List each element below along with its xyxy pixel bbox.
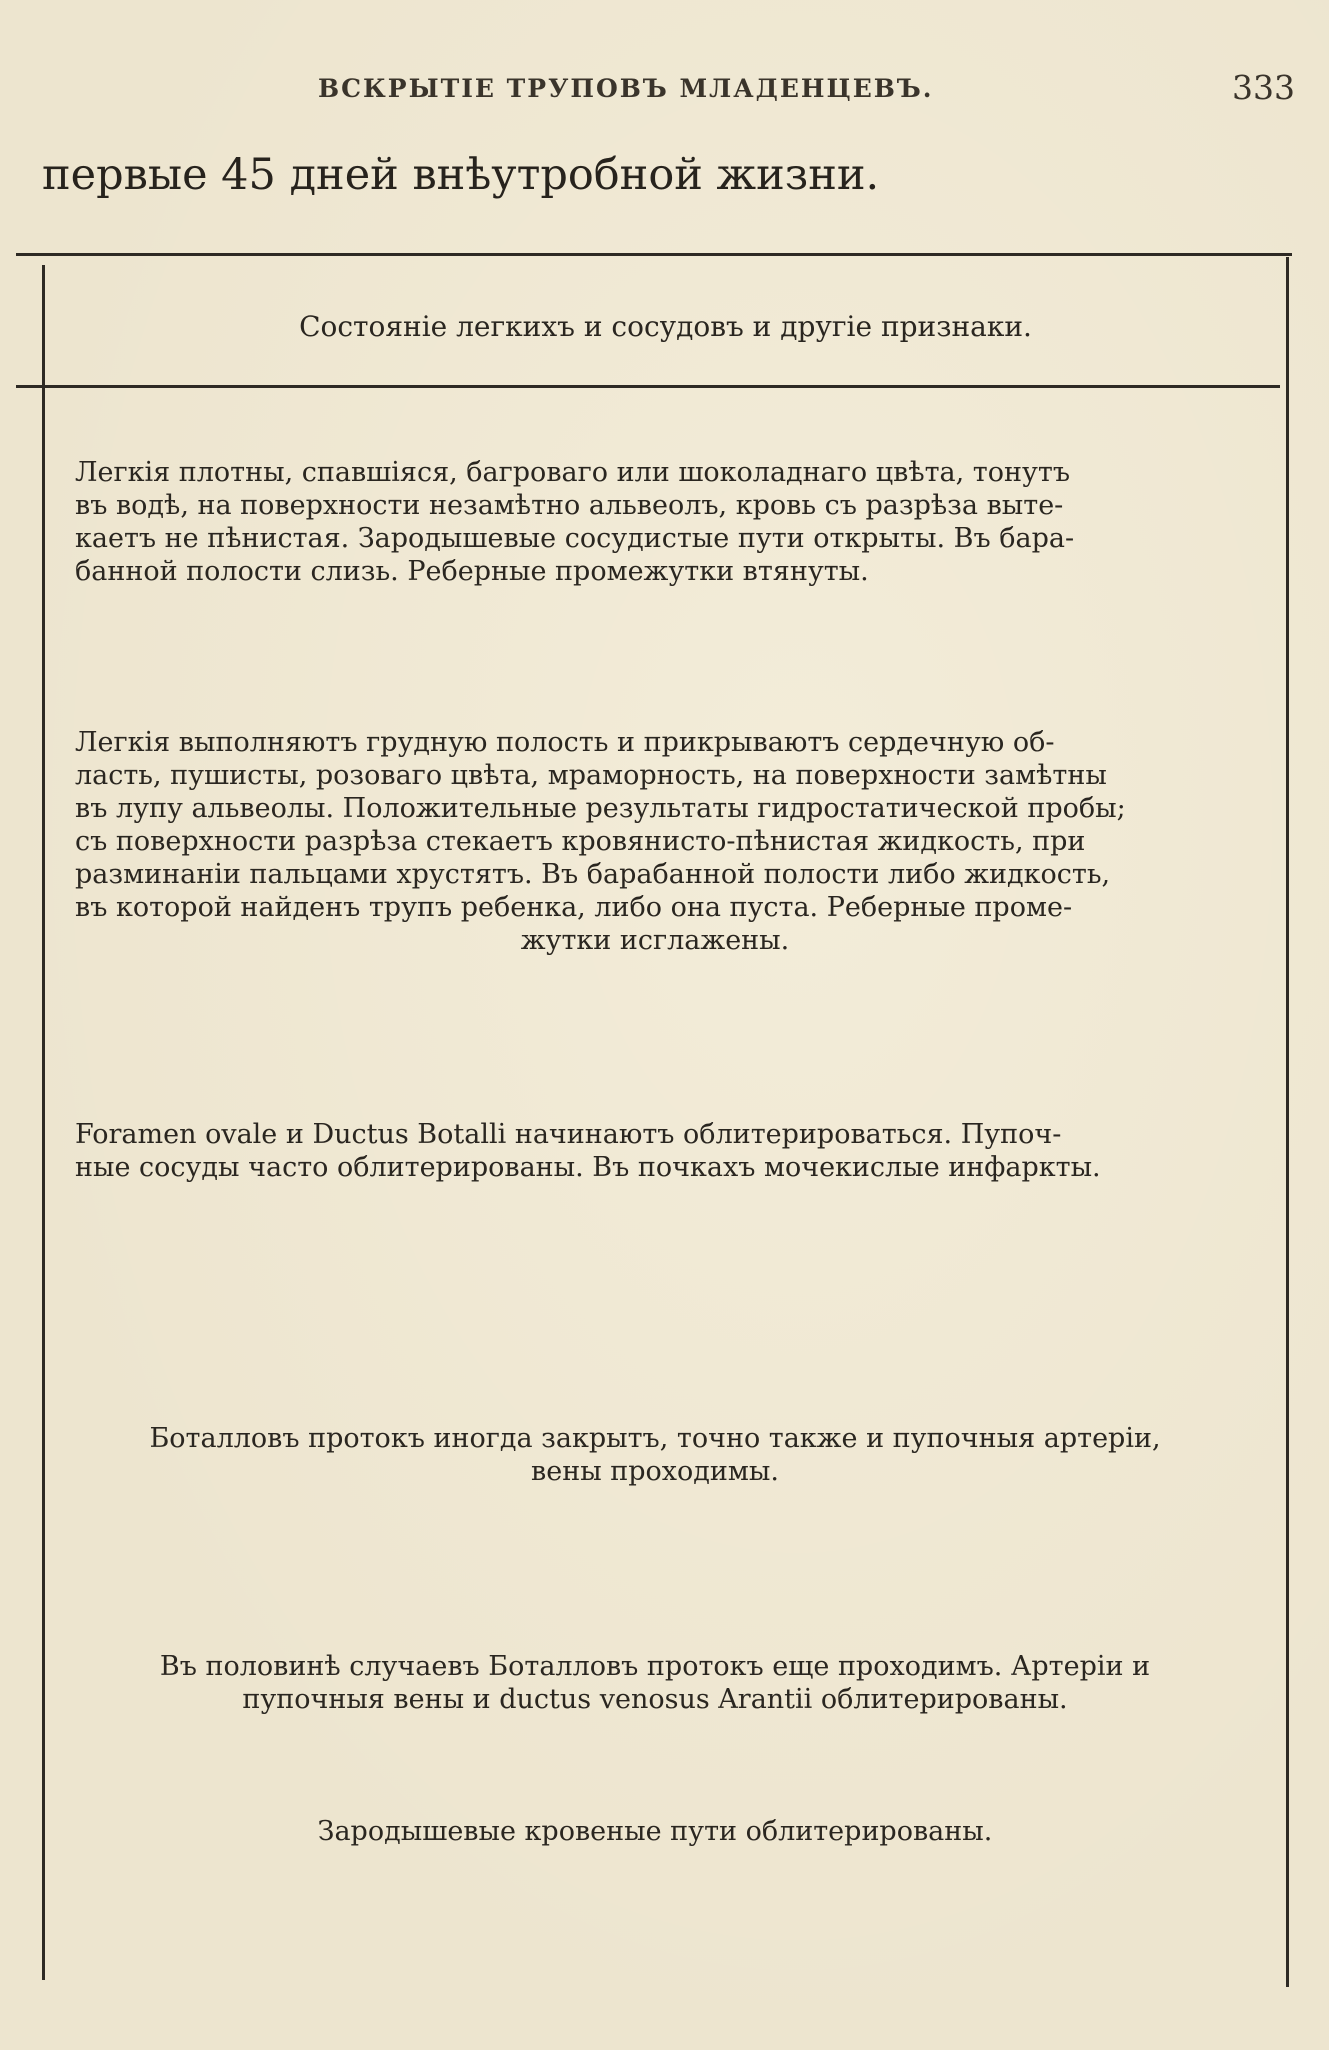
table-left-border: [42, 265, 45, 1980]
entry-line: въ которой найденъ трупъ ребенка, либо она пуста. Реберные проме-: [75, 892, 1073, 923]
entry-line: банной полости слизь. Реберные промежутки втянуты.: [75, 556, 869, 587]
entry-line: въ водѣ, на поверхности незамѣтно альвеолъ, кровь съ разрѣза выте-: [75, 490, 1064, 521]
entry-line: Легкія плотны, спавшіяся, багроваго или шоколаднаго цвѣта, тонутъ: [75, 457, 1070, 488]
entry-line: Легкія выполняютъ грудную полость и прикрываютъ сердечную об-: [75, 727, 1055, 758]
table-entry-2: [75, 726, 1235, 957]
running-head: ВСКРЫТІЕ ТРУПОВЪ МЛАДЕНЦЕВЪ.: [318, 74, 934, 103]
table-entry-1: [75, 456, 1235, 588]
entry-line: ласть, пушисты, розоваго цвѣта, мраморность, на поверхности замѣтны: [75, 760, 1107, 791]
page-number: 333: [1232, 68, 1295, 107]
entry-line: Foramen ovale и Ductus Botalli начинаютъ облитерироваться. Пупоч-: [75, 1119, 1062, 1150]
entry-line: съ поверхности разрѣза стекаетъ кровянисто-пѣнистая жидкость, при: [75, 826, 1086, 857]
header-rule: [16, 385, 1280, 388]
entry-line: Боталловъ протокъ иногда закрытъ, точно также и пупочныя артеріи,: [149, 1423, 1161, 1454]
entry-line: вены проходимы.: [531, 1456, 779, 1487]
entry-line: каетъ не пѣнистая. Зародышевые сосудистые пути открыты. Въ бара-: [75, 523, 1075, 554]
table-entry-6: [75, 1815, 1235, 1848]
table-entry-3: [75, 1118, 1235, 1184]
table-right-border: [1286, 257, 1289, 1987]
column-header: Состояніе легкихъ и сосудовъ и другіе признаки.: [299, 310, 1032, 343]
entry-line: въ лупу альвеолы. Положительные результаты гидростатической пробы;: [75, 793, 1126, 824]
entry-line: жутки исглажены.: [520, 925, 790, 956]
table-entry-5: [75, 1650, 1235, 1716]
entry-line: разминаніи пальцами хрустятъ. Въ барабанной полости либо жидкость,: [75, 859, 1111, 890]
table-top-rule: [16, 253, 1292, 256]
entry-line: Зародышевые кровеные пути облитерированы.: [317, 1816, 993, 1847]
continued-text-line: первые 45 дней внѣутробной жизни.: [42, 150, 880, 200]
entry-line: пупочныя вены и ductus venosus Arantii облитерированы.: [242, 1684, 1068, 1715]
entry-line: ные сосуды часто облитерированы. Въ почкахъ мочекислые инфаркты.: [75, 1152, 1101, 1183]
entry-line: Въ половинѣ случаевъ Боталловъ протокъ еще проходимъ. Артеріи и: [159, 1651, 1151, 1682]
table-entry-4: [75, 1422, 1235, 1488]
